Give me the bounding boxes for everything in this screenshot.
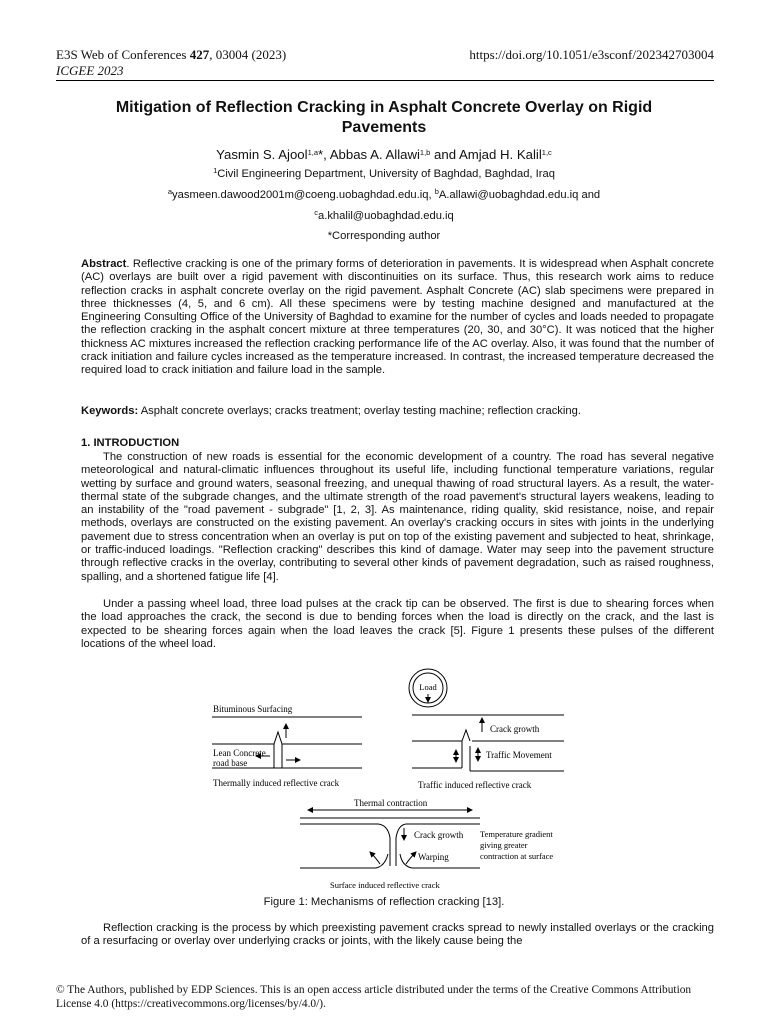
section-heading-introduction: 1. INTRODUCTION <box>81 437 180 449</box>
intro-paragraph-1: The construction of new roads is essential for the economic development of a country. The road has several negative meteorological and natural-climatic influences throughout its useful life, including functional temperature variations, regular wetting by surface and ground waters, seasonal freezing, and unequal thawing of road structural layers. As a result, the water-thermal state of the subgrade changes, and the ultimate strength of the road pavement's structural layers weakens, leading to an instability of the "road pavement - subgrade" [1, 2, 3]. As maintenance, riding quality, skid resistance, noise, and repair methods, overlays are constructed on the existing pavement. An overlay's cracking occurs in sites with joints in the underlying pavement due to stress concentration when an overlay is put on top of the existing pavement and subjected to heat, shrinkage, or traffic-induced loadings. "Reflection cracking" describes this kind of damage. Water may seep into the pavement structure through reflective cracks in the overlay, contributing to several other kinds of pavement degradation, such as raised roughness, spalling, and a shortened fatigue life [4]. <box>81 451 714 583</box>
author-3: Amjad H. Kalil$^{1,c}$ <box>458 147 552 162</box>
author-2: Abbas A. Allawi$^{1,b}$ and <box>329 147 459 162</box>
journal-citation: E3S Web of Conferences 427, 03004 (2023) <box>56 47 287 62</box>
figure-reflection-cracking-mechanisms <box>200 668 580 896</box>
corresponding-author-note: *Corresponding author <box>327 230 441 242</box>
keywords-text: Asphalt concrete overlays; cracks treatment; overlay testing machine; reflection cracking. <box>138 405 581 417</box>
label-crack-growth-traffic: Crack growth <box>490 724 540 734</box>
doi-link[interactable]: https://doi.org/10.1051/e3sconf/202342703004 <box>469 47 714 62</box>
affiliation: $^1$Civil Engineering Department, University of Baghdad, Baghdad, Iraq <box>213 166 555 180</box>
caption-thermal-crack: Thermally induced reflective crack <box>213 778 340 788</box>
email-b[interactable]: A.allawi@uobaghdad.edu.iq <box>438 189 579 201</box>
author-1: Yasmin S. Ajool$^{1,a}$*, <box>216 147 330 162</box>
license-footer: © The Authors, published by EDP Sciences. This is an open access article distributed under the terms of the Creative Commons Attribution License 4.0 (https://creativecommons.org/licenses/by/4.0/). <box>56 984 692 1010</box>
label-traffic-movement: Traffic Movement <box>486 750 552 760</box>
abstract-label: Abstract <box>81 258 127 270</box>
header-rule <box>56 80 714 81</box>
caption-surface-crack: Surface induced reflective crack <box>330 880 440 890</box>
figure-caption: Figure 1: Mechanisms of reflection cracking [13]. <box>263 896 505 908</box>
label-crack-growth-surface: Crack growth <box>414 830 464 840</box>
label-temperature-gradient-1: Temperature gradient <box>480 829 553 839</box>
abstract-text: . Reflective cracking is one of the primary forms of deterioration in pavements. It is widespread when Asphalt concrete (AC) overlays are built over a rigid pavement with discontinuities on its surface. Thus, this research work aims to reduce reflection cracks in asphalt concrete overlay on the rigid pavement. Asphalt Concrete (AC) slab specimens were prepared in three thicknesses (4, 5, and 6 cm). All these specimens were by testing machine designed and manufactured at the Engineering Consulting Office of the University of Baghdad to examine for the number of cycles and loads needed to propagate the reflection cracking in the asphalt concert mixture at three temperatures (20, 30, and 30°C). It was noticed that the higher thickness AC mixtures increased the reflection cracking performance life of the AC overlay. Also, it was found that the number of crack initiation and failure cycles increased as the temperature increased. In contrast, the increased temperature decreased the required load to crack initiation and failure load in the sample. <box>81 258 714 377</box>
email-line-2: $^c$a.khalil@uobaghdad.edu.iq <box>314 208 454 222</box>
keywords <box>81 405 714 418</box>
email-a[interactable]: yasmeen.dawood2001m@coeng.uobaghdad.edu.iq <box>172 189 429 201</box>
journal-volume: 427 <box>189 47 210 62</box>
intro-paragraph-3: Reflection cracking is the process by which preexisting pavement cracks spread to newly installed overlays or the cracking of a resurfacing or overlay over underlying cracks or joints, with the likely cause being the <box>81 922 714 948</box>
email-line-1: $^a$yasmeen.dawood2001m@coeng.uobaghdad.edu.iq, $^b$A.allawi@uobaghdad.edu.iq and <box>167 187 601 201</box>
panel-thermal-crack <box>212 704 362 788</box>
label-temperature-gradient-3: contraction at surface <box>480 851 554 861</box>
panel-surface-crack <box>300 798 553 890</box>
intro-paragraph-2: Under a passing wheel load, three load pulses at the crack tip can be observed. The first is due to shearing forces when the load approaches the crack, the second is due to bending forces when the load is directly on the crack, and the last is expected to be shearing forces again when the load leaves the crack [5]. Figure 1 presents these pulses of the different locations of the wheel load. <box>81 598 714 650</box>
running-header-left <box>56 47 286 79</box>
label-load: Load <box>419 682 437 692</box>
label-bituminous-surfacing: Bituminous Surfacing <box>213 704 293 714</box>
label-warping: Warping <box>418 852 449 862</box>
caption-traffic-crack: Traffic induced reflective crack <box>418 780 532 790</box>
keywords-label: Keywords: <box>81 405 139 417</box>
conference-name: ICGEE 2023 <box>56 63 124 78</box>
label-lean-concrete: Lean Concrete <box>213 748 266 758</box>
label-temperature-gradient-2: giving greater <box>480 840 528 850</box>
abstract <box>81 258 714 378</box>
author-list <box>80 146 688 164</box>
panel-traffic-crack <box>409 669 564 790</box>
email-c[interactable]: a.khalil@uobaghdad.edu.iq <box>317 210 454 222</box>
label-thermal-contraction: Thermal contraction <box>354 798 428 808</box>
label-road-base: road base <box>213 758 248 768</box>
paper-title: Mitigation of Reflection Cracking in Asphalt Concrete Overlay on Rigid Pavements <box>115 99 653 136</box>
